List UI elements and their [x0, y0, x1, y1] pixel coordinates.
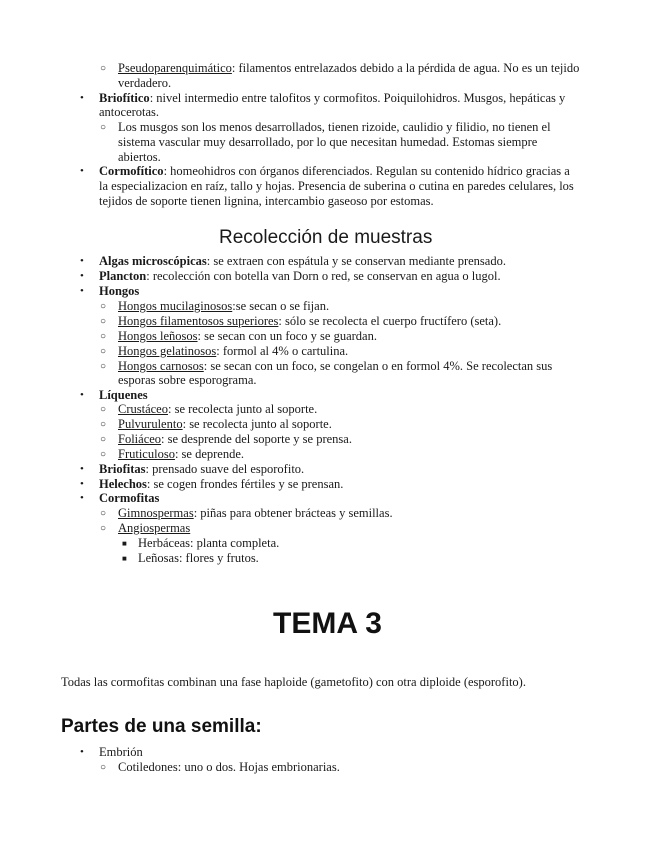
intro-paragraph: Todas las cormofitas combinan una fase haploide (gametofito) con otra diploide (esporofito). [61, 675, 526, 689]
bullet-circle: ○ [100, 449, 107, 460]
term-liquenes: Líquenes [99, 388, 148, 402]
list-item-lenosas: Leñosas: flores y frutos. [138, 551, 259, 565]
term-gimnospermas: Gimnospermas [118, 506, 194, 520]
bullet-circle: ○ [100, 434, 107, 445]
term-cormofitico: Cormofítico [99, 164, 164, 178]
bullet-dot: • [80, 270, 84, 282]
item-text: : sólo se recolecta el cuerpo fructífero (seta). [278, 314, 502, 328]
bullet-dot: • [80, 492, 84, 504]
list-item-foliaceo [118, 432, 352, 447]
bullet-circle: ○ [100, 63, 107, 74]
list-item-hongos-gelatinosos [118, 344, 348, 359]
list-item-continuation: verdadero. [118, 76, 172, 90]
bullet-circle: ○ [100, 316, 107, 327]
list-item-cormofitico [99, 164, 570, 179]
bullet-circle: ○ [100, 301, 107, 312]
list-item-fruticuloso [118, 447, 244, 462]
item-text: : se secan con un foco, se congelan o en formol 4%. Se recolectan sus [203, 359, 553, 373]
term-helechos: Helechos [99, 477, 147, 491]
list-item-herbaceas: Herbáceas: planta completa. [138, 536, 280, 550]
item-text: : filamentos entrelazados debido a la pérdida de agua. No es un tejido [231, 61, 580, 75]
list-item-gimnospermas [118, 506, 393, 521]
heading-recoleccion: Recolección de muestras [219, 227, 433, 248]
bullet-dot: • [80, 92, 84, 104]
term-cormofitas: Cormofitas [99, 491, 160, 505]
bullet-circle: ○ [100, 523, 107, 534]
page-title-tema: TEMA 3 [273, 607, 382, 640]
list-item-pulvurulento [118, 417, 332, 432]
list-item-angiospermas [118, 521, 190, 536]
list-item-algas [99, 254, 506, 269]
item-text: : nivel intermedio entre talofitos y cormofitos. Poiquilohidros. Musgos, hepáticas y [149, 91, 566, 105]
item-text: : se extraen con espátula y se conservan mediante prensado. [206, 254, 506, 268]
term-pulvurulento: Pulvurulento [118, 417, 183, 431]
item-text: : se recolecta junto al soporte. [182, 417, 332, 431]
item-text: : homeohidros con órganos diferenciados. Regulan su contenido hídrico gracias a [163, 164, 570, 178]
list-item-hongos-mucilaginosos [118, 299, 329, 314]
bullet-circle: ○ [100, 346, 107, 357]
item-text: : formol al 4% o cartulina. [216, 344, 349, 358]
bullet-dot: • [80, 165, 84, 177]
list-item-musgos: Los musgos son los menos desarrollados, tienen rizoide, caulidio y filidio, no tienen el [118, 120, 551, 134]
term-pseudoparenquimatico: Pseudoparenquimático [118, 61, 232, 75]
term-briofitico: Briofítico [99, 91, 150, 105]
term-hongos-mucilaginosos: Hongos mucilaginosos [118, 299, 233, 313]
term-briofitas: Briofitas [99, 462, 146, 476]
list-item-hongos-lenosos [118, 329, 377, 344]
list-item-cotiledones: Cotiledones: uno o dos. Hojas embrionarias. [118, 760, 340, 774]
term-angiospermas: Angiospermas [118, 521, 191, 535]
item-text: : recolección con botella van Dorn o red, se conservan en agua o lugol. [146, 269, 501, 283]
list-item-briofitas [99, 462, 304, 477]
bullet-dot: • [80, 746, 84, 758]
bullet-circle: ○ [100, 508, 107, 519]
bullet-circle: ○ [100, 361, 107, 372]
list-item-cormofitas [99, 491, 159, 506]
list-item-hongos-carnosos [118, 359, 552, 374]
term-hongos: Hongos [99, 284, 140, 298]
bullet-dot: • [80, 478, 84, 490]
list-item-continuation: abiertos. [118, 150, 161, 164]
list-item-helechos [99, 477, 343, 492]
term-crustaceo: Crustáceo [118, 402, 168, 416]
list-item-hongos-filamentosos [118, 314, 501, 329]
term-algas: Algas microscópicas [99, 254, 207, 268]
bullet-dot: • [80, 255, 84, 267]
list-item-continuation: tejidos de soporte tienen lignina, intercambio gaseoso por estomas. [99, 194, 434, 208]
list-item-continuation: la especializacion en raíz, tallo y hojas. Presencia de suberina o cutina en paredes celulares, los [99, 179, 574, 193]
bullet-square: ■ [122, 554, 127, 563]
list-item-crustaceo [118, 402, 317, 417]
list-item-plancton [99, 269, 501, 284]
term-plancton: Plancton [99, 269, 147, 283]
list-item-pseudoparenquimatico [118, 61, 579, 76]
list-item-hongos [99, 284, 139, 299]
item-text: : se deprende. [174, 447, 245, 461]
bullet-circle: ○ [100, 331, 107, 342]
bullet-circle: ○ [100, 404, 107, 415]
item-text: : se secan con un foco y se guardan. [197, 329, 377, 343]
term-foliaceo: Foliáceo [118, 432, 162, 446]
item-text: : piñas para obtener brácteas y semillas. [193, 506, 393, 520]
term-hongos-lenosos: Hongos leñosos [118, 329, 198, 343]
bullet-square: ■ [122, 539, 127, 548]
bullet-dot: • [80, 463, 84, 475]
bullet-dot: • [80, 285, 84, 297]
term-hongos-gelatinosos: Hongos gelatinosos [118, 344, 217, 358]
term-hongos-filamentosos: Hongos filamentosos superiores [118, 314, 279, 328]
item-text: : se desprende del soporte y se prensa. [161, 432, 352, 446]
bullet-circle: ○ [100, 122, 107, 133]
heading-partes-semilla: Partes de una semilla: [61, 716, 262, 737]
list-item-liquenes [99, 388, 148, 403]
item-text: : se cogen frondes fértiles y se prensan. [146, 477, 344, 491]
list-item-embrion: Embrión [99, 745, 143, 759]
list-item-briofitico [99, 91, 565, 106]
term-fruticuloso: Fruticuloso [118, 447, 175, 461]
term-hongos-carnosos: Hongos carnosos [118, 359, 204, 373]
bullet-dot: • [80, 389, 84, 401]
item-text: : se recolecta junto al soporte. [167, 402, 318, 416]
bullet-circle: ○ [100, 762, 107, 773]
item-text: :se secan o se fijan. [232, 299, 330, 313]
list-item-continuation: esporas sobre esporograma. [118, 373, 257, 387]
list-item-continuation: antocerotas. [99, 105, 160, 119]
item-text: : prensado suave del esporofito. [145, 462, 305, 476]
list-item-continuation: sistema vascular muy desarrollado, por lo que necesitan humedad. Estomas siempre [118, 135, 538, 149]
bullet-circle: ○ [100, 419, 107, 430]
